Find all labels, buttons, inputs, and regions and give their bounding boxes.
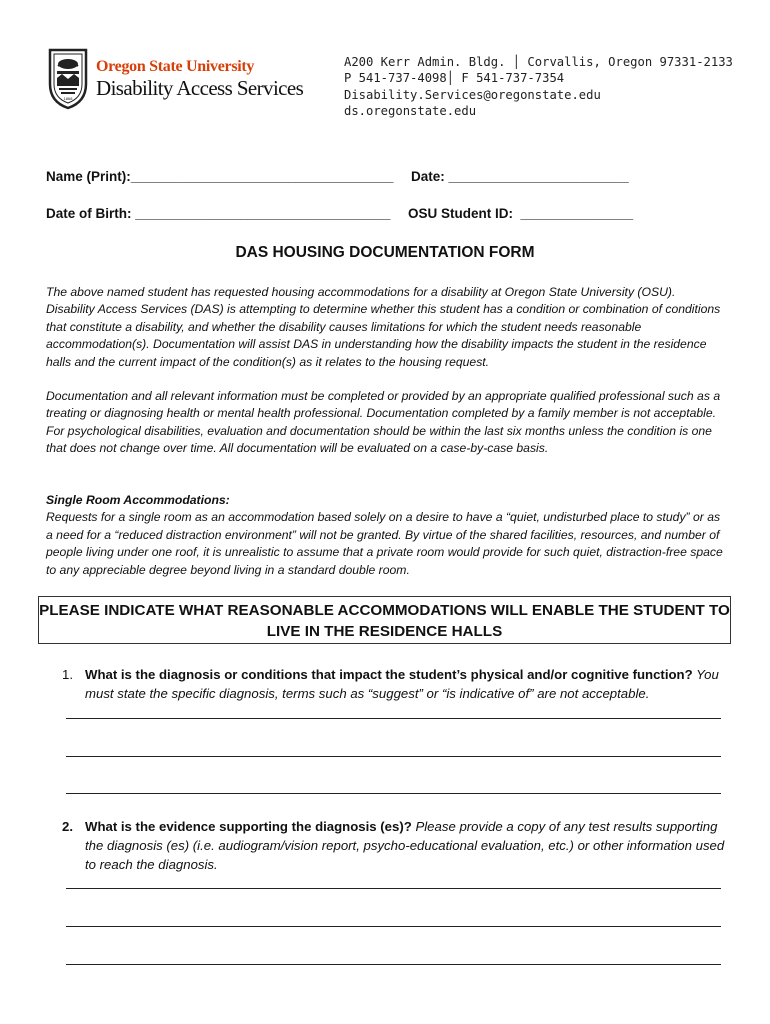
- answer-line[interactable]: [66, 888, 721, 889]
- brand-university-name: Oregon State University: [96, 58, 255, 75]
- question-1: [62, 665, 727, 703]
- question-2-instructions: Please provide a copy of any test results supporting the diagnosis (es) (i.e. audiogram/vision report, psycho-educational evaluation, etc.) or other information used to reach the diagnosis.: [85, 819, 725, 872]
- single-room-text: Requests for a single room as an accommodation based solely on a desire to have a “quiet, undisturbed place to study” or as a need for a “reduced distraction environment” will not be granted. By virtue of the shared facilities, resources, and number of people living under one roof, it is unrealistic to assume that a private room would provide for such quiet, distraction-free space to any appreciable degree beyond living in a standard double room.: [46, 510, 723, 577]
- question-1-instructions: You must state the specific diagnosis, terms such as “suggest” or “is indicative of” are not acceptable.: [85, 667, 719, 701]
- question-2-prompt: What is the evidence supporting the diagnosis (es)?: [85, 819, 412, 834]
- answer-line[interactable]: [66, 793, 721, 794]
- answer-line[interactable]: [66, 926, 721, 927]
- question-1-prompt: What is the diagnosis or conditions that impact the student’s physical and/or cognitive function?: [85, 667, 693, 682]
- single-room-heading: Single Room Accommodations:: [46, 493, 230, 507]
- date-of-birth-field[interactable]: Date of Birth: __________________________________: [46, 206, 391, 221]
- question-2-number: 2.: [62, 819, 73, 834]
- contact-block: [344, 54, 733, 120]
- documentation-paragraph: Documentation and all relevant information must be completed or provided by an appropriate qualified professional such as a treating or diagnosing health or mental health professional. Documentation completed by a family member is not acceptable. For psychological disabilities, evaluation and documentation should be within the last six months unless the condition is one that does not change over time. All documentation will be evaluated on a case-by-case basis.: [46, 389, 721, 456]
- svg-text:1868: 1868: [63, 96, 73, 101]
- brand-department-name: Disability Access Services: [96, 76, 304, 100]
- accommodations-callout: PLEASE INDICATE WHAT REASONABLE ACCOMMODATIONS WILL ENABLE THE STUDENT TO LIVE IN THE RESIDENCE HALLS: [38, 596, 731, 644]
- contact-email[interactable]: Disability.Services@oregonstate.edu: [344, 87, 601, 102]
- answer-line[interactable]: [66, 718, 721, 719]
- contact-phone-fax: P 541-737-4098│ F 541-737-7354: [344, 71, 565, 86]
- answer-line[interactable]: [66, 964, 721, 965]
- form-title: DAS HOUSING DOCUMENTATION FORM: [235, 244, 535, 261]
- single-room-section: [46, 492, 726, 579]
- question-1-number: 1.: [62, 667, 73, 682]
- answer-line[interactable]: [66, 756, 721, 757]
- contact-website[interactable]: ds.oregonstate.edu: [344, 104, 477, 119]
- question-2: [62, 817, 727, 874]
- student-id-field[interactable]: OSU Student ID: _______________: [408, 206, 634, 221]
- intro-paragraph: The above named student has requested housing accommodations for a disability at Oregon State University (OSU). Disability Access Services (DAS) is attempting to determine whether this student has a condition or combination of conditions that constitute a disability, and whether the disability causes limitations for which the student needs reasonable accommodation(s). Documentation will assist DAS in understanding how the disability impacts the student in the residence halls and the current impact of the condition(s) as it relates to the housing request.: [46, 285, 721, 369]
- date-field[interactable]: Date: ________________________: [411, 169, 629, 184]
- contact-address: A200 Kerr Admin. Bldg. │ Corvallis, Oregon 97331-2133: [344, 55, 733, 69]
- osu-seal-logo: [44, 44, 92, 110]
- name-field[interactable]: Name (Print):___________________________________: [46, 169, 394, 184]
